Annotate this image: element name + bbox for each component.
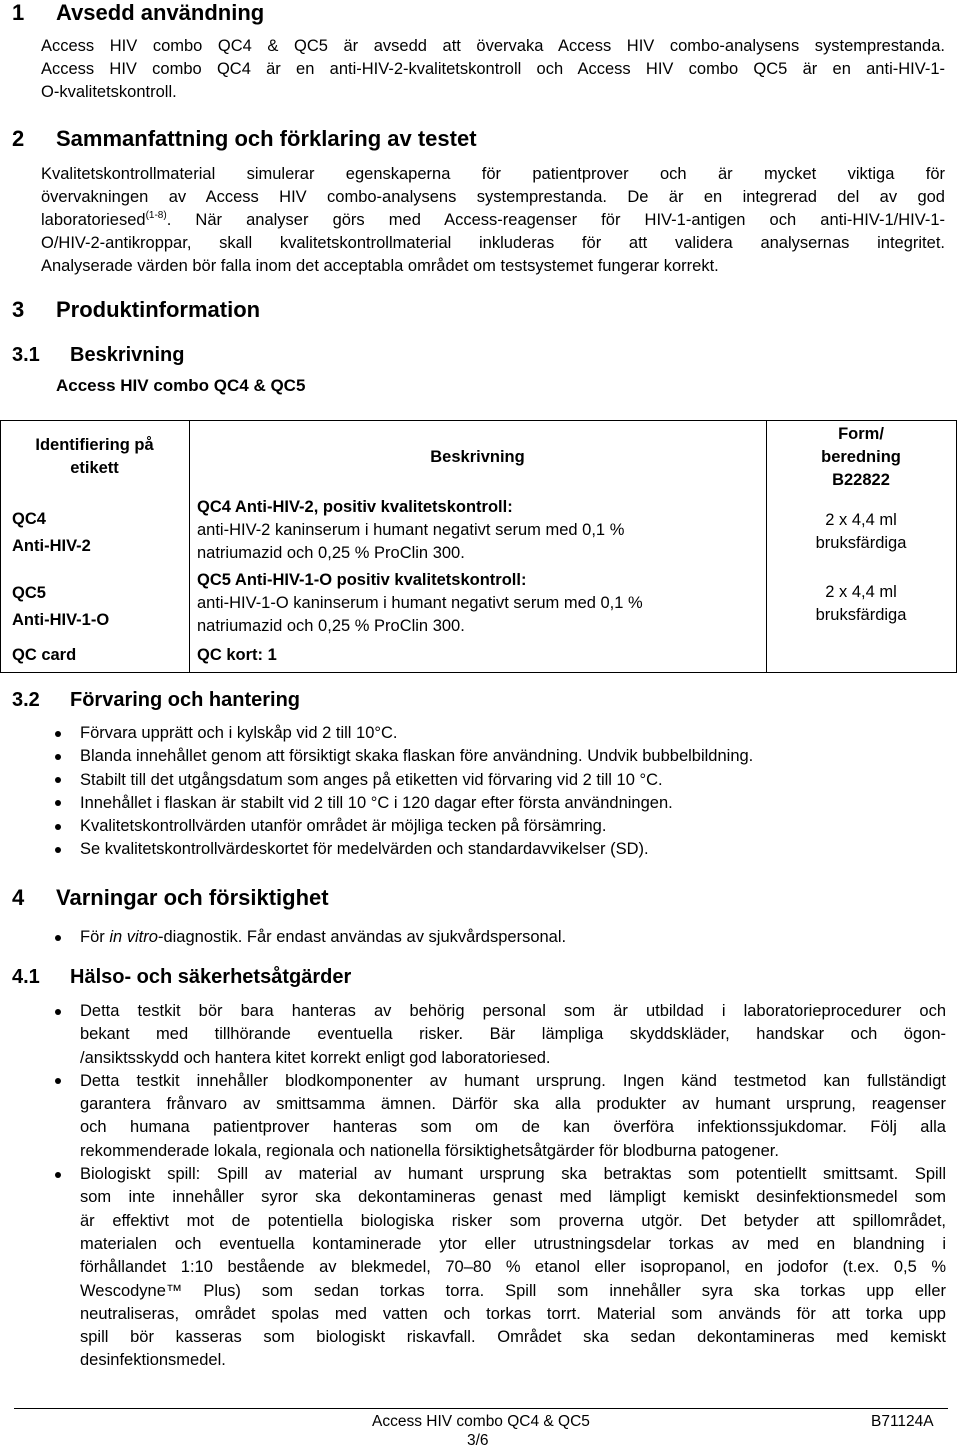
section-2-heading xyxy=(12,126,477,152)
list-item xyxy=(80,722,946,745)
storage-list xyxy=(80,722,946,862)
warnings-list xyxy=(80,926,946,949)
list-item xyxy=(80,1000,946,1070)
table-row-qc5-form xyxy=(766,581,956,627)
product-name: Access HIV combo QC4 & QC5 xyxy=(56,376,306,395)
section-number: 1 xyxy=(12,0,25,25)
header-text: B22822 xyxy=(832,471,890,489)
table-row-qc4-form xyxy=(766,509,956,555)
section-1-body xyxy=(41,35,945,104)
section-1-heading xyxy=(12,0,264,26)
bullet-icon xyxy=(55,800,61,806)
product-table xyxy=(0,420,957,672)
list-item-line: Biologiskt spill: Spill av material av humant ursprung ska betraktas som potentiellt smittsamt. Spill xyxy=(80,1165,946,1184)
table-row-qc4-desc xyxy=(197,496,624,565)
safety-list xyxy=(80,1000,946,1373)
citation: (1-8) xyxy=(145,210,167,221)
list-item xyxy=(80,1070,946,1163)
list-item-line: rekommenderade lokala, regionala och nationella försiktighetsåtgärder för blodburna patogener. xyxy=(80,1141,779,1160)
footer-product: Access HIV combo QC4 & QC5 xyxy=(372,1413,590,1430)
cell-text: QC5 xyxy=(12,584,46,602)
list-item-line: desinfektionsmedel. xyxy=(80,1351,226,1370)
list-item-line: Detta testkit innehåller blodkomponenter av humant ursprung. Ingen känd testmetod kan fullständigt xyxy=(80,1071,946,1090)
list-item-line: neutraliseras, området spolas med vatten och torkas torrt. Material som används för att torka upp xyxy=(80,1304,946,1323)
bullet-icon xyxy=(55,1009,61,1015)
cell-text: bruksfärdiga xyxy=(815,534,907,552)
section-title: Beskrivning xyxy=(70,344,185,366)
section-number: 4.1 xyxy=(12,966,40,988)
table-header-desc: Beskrivning xyxy=(430,448,525,466)
header-text: Identifiering på xyxy=(35,436,154,454)
list-item-line: materialen och eventuella kontaminerade ytor eller utrustningsdelar torkas av med en blandning i xyxy=(80,1234,946,1253)
footer-code: B71124A xyxy=(871,1413,934,1430)
list-item-text: För xyxy=(80,928,110,946)
body-line: övervakningen av Access HIV combo-analysens systemprestanda. De är en integrerad del av god xyxy=(41,188,945,206)
list-item xyxy=(80,769,946,792)
list-item xyxy=(80,745,946,768)
body-line: O-kvalitetskontroll. xyxy=(41,83,177,101)
table-row-qc5-desc xyxy=(197,569,643,638)
list-item-line: Wescodyne™ Plus) som sedan torkas torra. Spill som innehåller syra ska torkas upp eller xyxy=(80,1281,946,1300)
list-item-line: garantera frånvaro av smittsamma ämnen. Därför ska alla produkter av humant ursprung, reagenser xyxy=(80,1095,946,1114)
section-number: 3.1 xyxy=(12,344,40,366)
body-line: Analyserade värden bör falla inom det acceptabla området om testsystemet fungerar korrekt. xyxy=(41,257,719,275)
list-item-text: Förvara upprätt och i kylskåp vid 2 till 10°C. xyxy=(80,724,398,742)
header-text: etikett xyxy=(70,459,119,477)
list-item-line: Detta testkit bör bara hanteras av behörig personal som är utbildad i laboratorieprocedurer och xyxy=(80,1002,946,1020)
bullet-icon xyxy=(55,1172,61,1178)
section-title: Varningar och försiktighet xyxy=(56,885,329,910)
section-number: 2 xyxy=(12,126,25,151)
cell-text: Anti-HIV-1-O xyxy=(12,611,110,629)
bullet-icon xyxy=(55,824,61,830)
section-3-heading xyxy=(12,297,260,323)
bullet-icon xyxy=(55,1078,61,1084)
bullet-icon xyxy=(55,731,61,737)
list-item-text-italic: in vitro xyxy=(109,928,158,946)
cell-text: natriumazid och 0,25 % ProClin 300. xyxy=(197,617,465,635)
list-item xyxy=(80,815,946,838)
cell-text: QC5 Anti-HIV-1-O positiv kvalitetskontroll: xyxy=(197,571,527,589)
list-item-text: -diagnostik. Får endast användas av sjukvårdspersonal. xyxy=(157,928,567,946)
cell-text: 2 x 4,4 ml xyxy=(825,511,897,529)
list-item-line: och humana patientprover hanteras som om de kan överföra infektionssjukdomar. Följ alla xyxy=(80,1118,946,1137)
list-item-line: som inte innehåller syror ska dekontamineras genast med lämpligt kemiskt desinfektionsmedel som xyxy=(80,1188,946,1207)
section-4-1-heading xyxy=(12,966,351,989)
table-header-id xyxy=(0,434,189,480)
footer-divider xyxy=(14,1408,948,1409)
list-item-line: är effektivt mot de potentiella biologiska risker som proverna utgör. Det betyder att spillområdet, xyxy=(80,1211,946,1230)
table-row-qc4-id xyxy=(12,506,91,560)
section-number: 4 xyxy=(12,885,25,910)
table-card-label: QC card xyxy=(12,646,77,664)
list-item xyxy=(80,1163,946,1373)
list-item xyxy=(80,926,946,949)
section-2-body xyxy=(41,163,945,278)
header-text: Form/ xyxy=(838,425,884,443)
body-line: O/HIV-2-antikroppar, skall kvalitetskontrollmaterial inkluderas för att validera analysernas integritet. xyxy=(41,234,945,252)
section-4-heading xyxy=(12,885,329,911)
bullet-icon xyxy=(55,754,61,760)
list-item-text: Innehållet i flaskan är stabilt vid 2 till 10 °C i 120 dagar efter första användningen. xyxy=(80,793,673,812)
cell-text: 2 x 4,4 ml xyxy=(825,583,897,601)
body-line: Kvalitetskontrollmaterial simulerar egenskaperna för patientprover och är mycket viktiga för xyxy=(41,165,945,183)
list-item-line: förhållandet 1:10 bestående av blekmedel, 70–80 % etanol eller isopropanol, en jodofor (t.ex. 0,5 % xyxy=(80,1258,946,1277)
bullet-icon xyxy=(55,847,61,853)
bullet-icon xyxy=(55,935,61,941)
section-3-2-heading xyxy=(12,689,300,712)
body-line: Access HIV combo QC4 är en anti-HIV-2-kvalitetskontroll och Access HIV combo QC5 är en anti-HIV-1- xyxy=(41,60,945,78)
section-title: Produktinformation xyxy=(56,297,261,322)
cell-text: anti-HIV-2 kaninserum i humant negativt serum med 0,1 % xyxy=(197,521,625,539)
cell-text: natriumazid och 0,25 % ProClin 300. xyxy=(197,544,465,562)
footer-page-number: 3/6 xyxy=(467,1432,489,1449)
cell-text: bruksfärdiga xyxy=(815,606,907,624)
body-line xyxy=(41,209,945,232)
body-text: . När analyser görs med Access-reagenser för HIV-1-antigen och anti-HIV-1/HIV-1- xyxy=(166,211,945,229)
body-text: laboratoriesed xyxy=(41,211,146,229)
cell-text: Anti-HIV-2 xyxy=(12,537,91,555)
list-item-line: bekant med tillhörande eventuella risker. Bär lämpliga skyddskläder, handskar och ögon- xyxy=(80,1025,946,1044)
body-line: Access HIV combo QC4 & QC5 är avsedd att övervaka Access HIV combo-analysens systemprestanda. xyxy=(41,37,945,55)
list-item-text: Stabilt till det utgångsdatum som anges på etiketten vid förvaring vid 2 till 10 °C. xyxy=(80,770,663,789)
cell-text: QC4 xyxy=(12,510,46,528)
section-3-1-heading xyxy=(12,344,184,367)
list-item-line: spill bör kasseras som biologiskt riskavfall. Området ska sedan dekontamineras med kemiskt xyxy=(80,1328,946,1347)
section-number: 3 xyxy=(12,297,25,322)
table-card-value: QC kort: 1 xyxy=(197,646,277,664)
cell-text: anti-HIV-1-O kaninserum i humant negativt serum med 0,1 % xyxy=(197,594,643,612)
section-title: Sammanfattning och förklaring av testet xyxy=(56,126,477,151)
header-text: beredning xyxy=(821,448,901,466)
cell-text: QC4 Anti-HIV-2, positiv kvalitetskontroll: xyxy=(197,498,513,516)
list-item xyxy=(80,792,946,815)
bullet-icon xyxy=(55,777,61,783)
list-item-text: Kvalitetskontrollvärden utanför området är möjliga tecken på försämring. xyxy=(80,817,607,836)
list-item-text: Blanda innehållet genom att försiktigt skaka flaskan före användning. Undvik bubbelbildning. xyxy=(80,747,754,766)
list-item xyxy=(80,838,946,861)
table-row-qc5-id xyxy=(12,580,109,634)
section-title: Hälso- och säkerhetsåtgärder xyxy=(70,966,352,988)
section-number: 3.2 xyxy=(12,689,40,711)
list-item-line: /ansiktsskydd och hantera kitet korrekt enligt god laboratoriesed. xyxy=(80,1048,551,1067)
section-title: Förvaring och hantering xyxy=(70,689,301,711)
table-header-form xyxy=(766,423,956,492)
list-item-text: Se kvalitetskontrollvärdeskortet för medelvärden och standardavvikelser (SD). xyxy=(80,840,649,859)
section-title: Avsedd användning xyxy=(56,0,265,25)
